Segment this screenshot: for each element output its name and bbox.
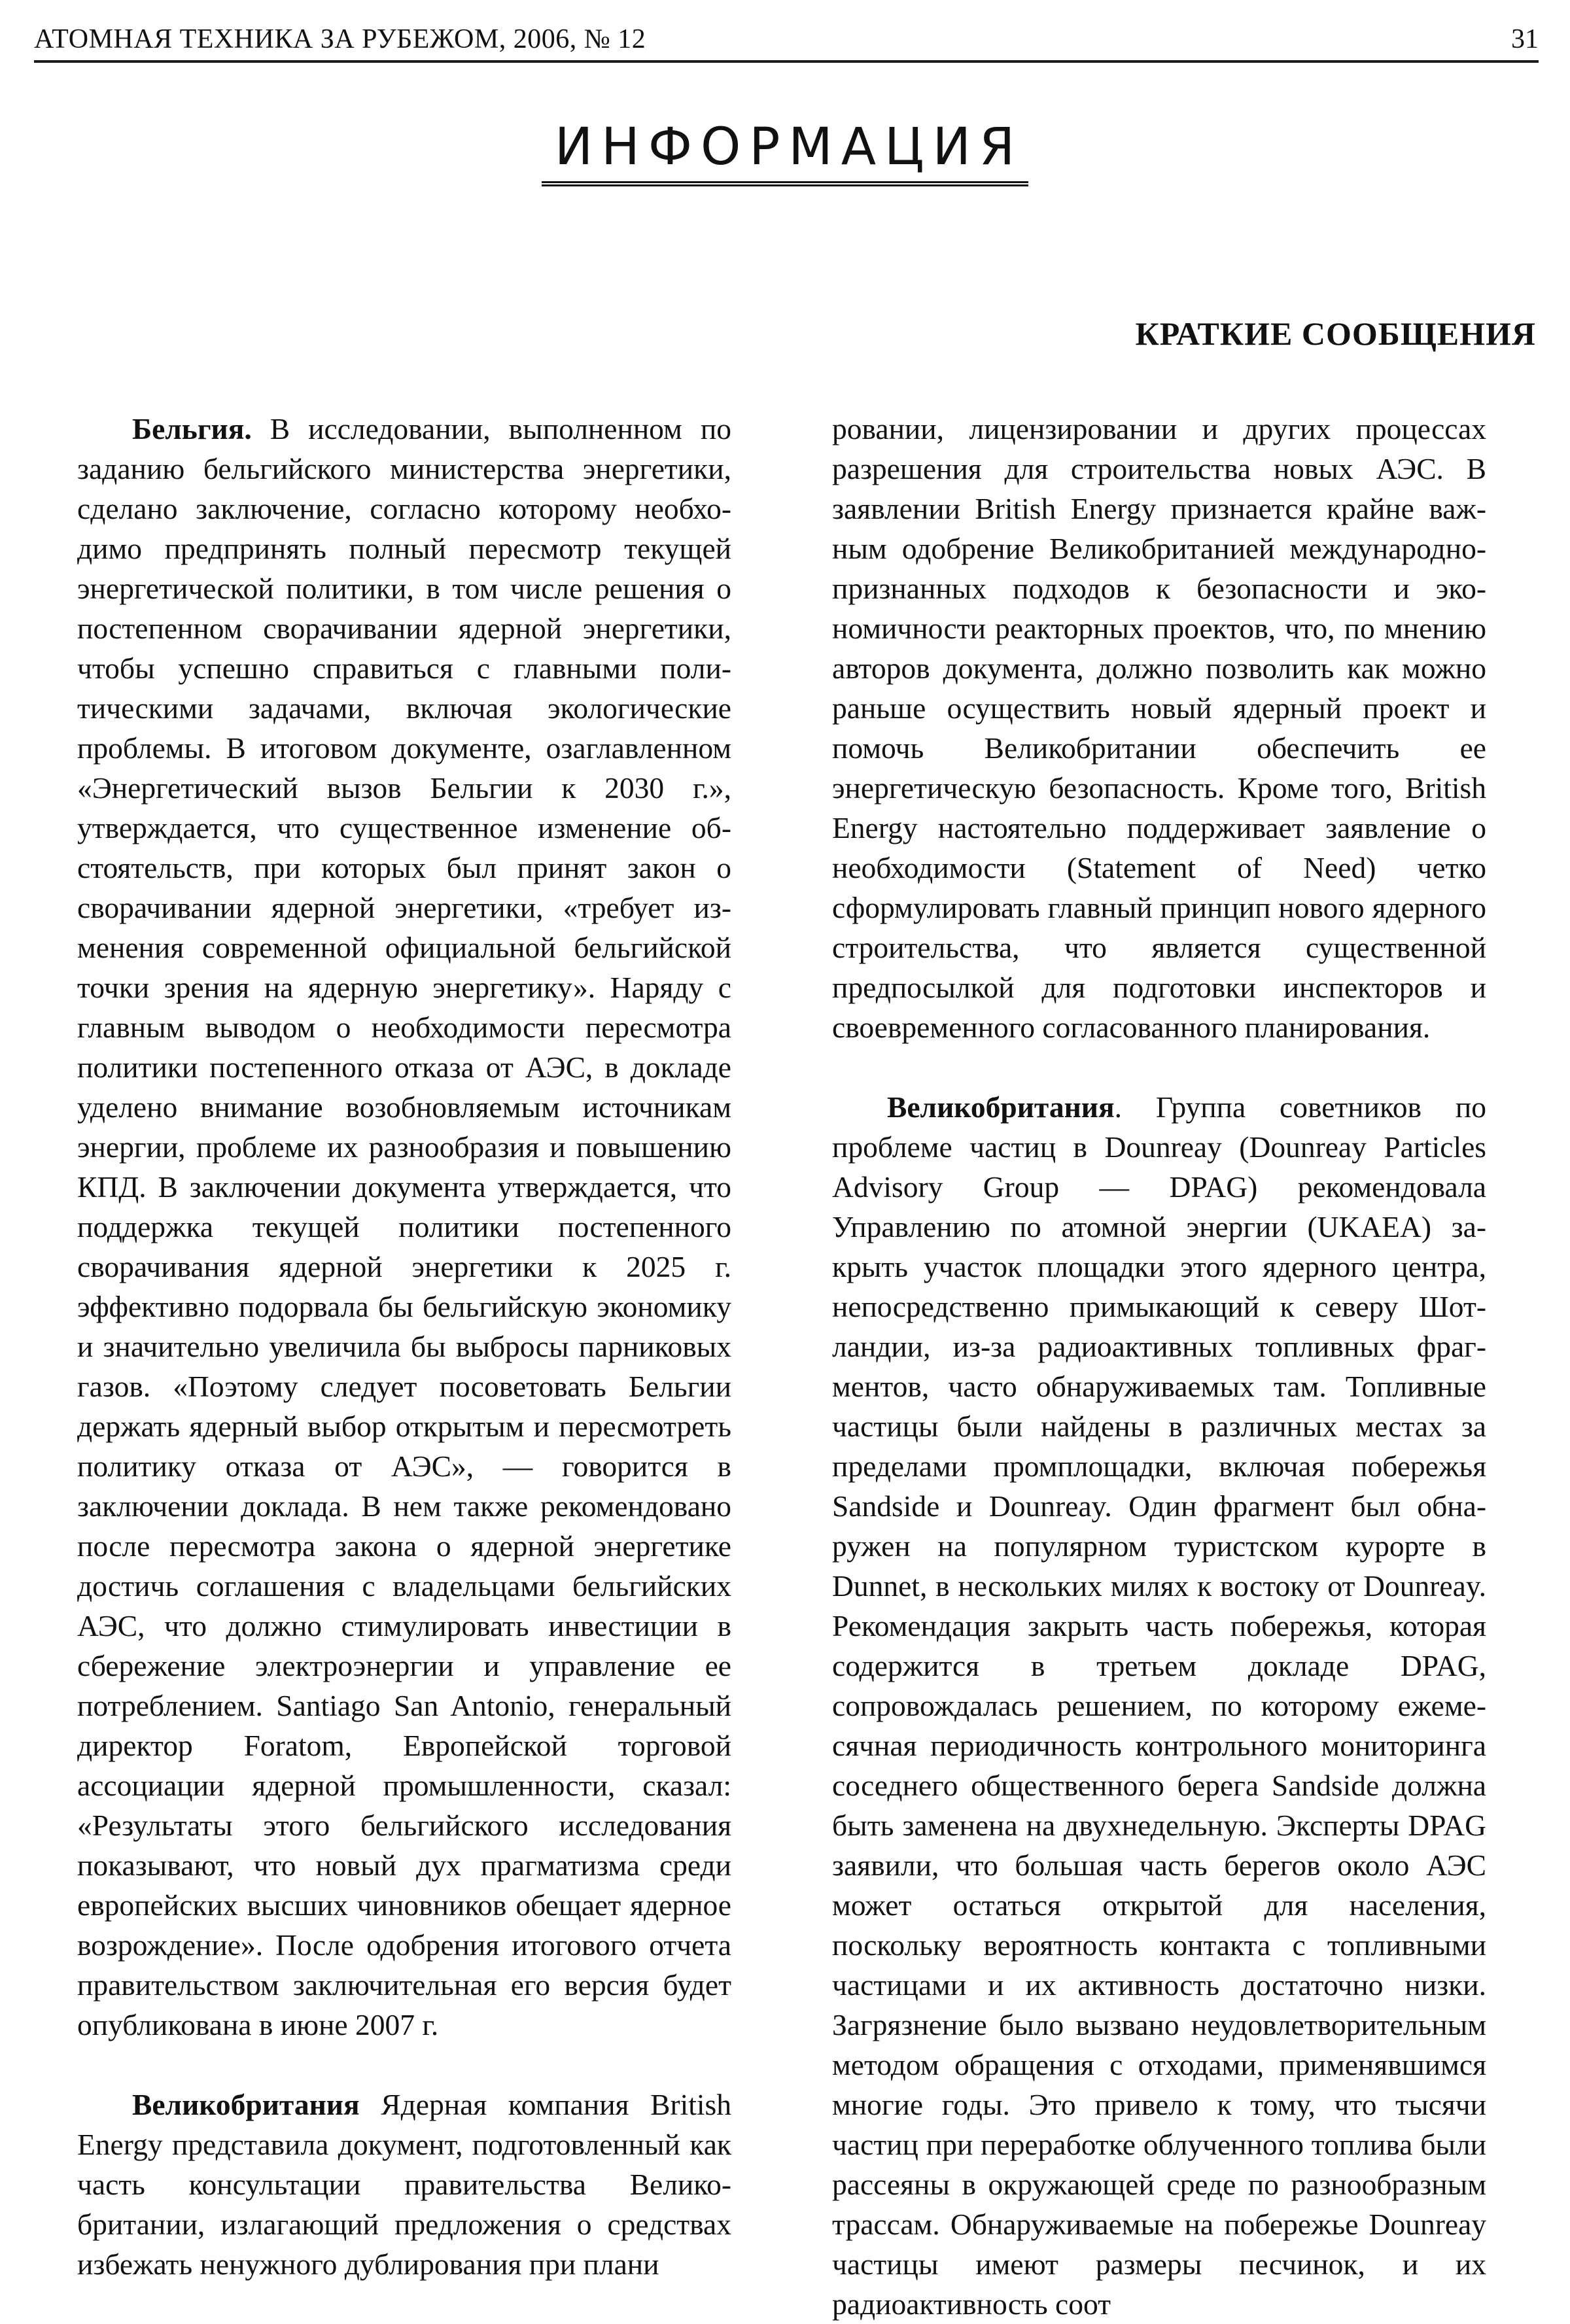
article-text: В исследовании, выполненном по заданию бельгийского министерства энергетики, сделано заключение, согласно которому необходимо предпринять полный пересмотр текущей энергетической политики, в том числе решения о постепенном сворачивании ядерной энергетики, чтобы успешно справиться с главными политическими задачами, включая экологические проблемы. В итоговом документе, озаглавленном «Энергетический вызов Бельгии к 2030 г.», утверждается, что существенное изменение обстоятельств, при которых был принят закон о сворачивании ядерной энергетики, «требует изменения современной официальной бельгийской точки зрения на ядерную энергетику». Наряду с главным выводом о необходимости пересмотра политики постепенного отказа от АЭС, в докладе уделено внимание возобновляемым источникам энергии, проблеме их разнообразия и повышению КПД. В заключении документа утверждается, что поддержка текущей политики постепенного сворачивания ядерной энергетики к 2025 г. эффективно подорвала бы бельгийскую экономику и значительно увеличила бы выбросы парниковых газов. «Поэтому следует посоветовать Бельгии держать ядерный выбор открытым и пересмотреть политику отказа от АЭС», — говорится в заключении доклада. В нем также рекомендовано после пересмотра закона о ядерной энергетике достичь соглашения с владельцами бельгийских АЭС, что должно стимулировать инвестиции в сбережение электроэнергии и управление ее потреблением. Santiago San Antonio, генеральный директор Foratom, Европейской торговой ассоциации ядерной промышленности, сказал: «Результаты этого бельгийского исследования показывают, что новый дух прагматизма среди европейских высших чиновников обещает ядерное возрождение». После одобрения итогового отчета правительством заключительная его версия будет опубликована в июне 2007 г.: [77, 412, 731, 2041]
right-column: [832, 409, 1486, 2324]
article-uk-british-energy-continued: [832, 409, 1486, 1047]
journal-title: АТОМНАЯ ТЕХНИКА ЗА РУБЕЖОМ, 2006, № 12: [34, 24, 646, 54]
country-heading: Бельгия.: [132, 412, 252, 445]
article-text: . Группа советников по проблеме частиц в Dounreay (Dounreay Particles Advisory Group — DPAG) рекомендовала Управлению по атомной энергии (UKAEA) закрыть участок площадки этого ядерного центра, непосредственно примыкающий к северу Шотландии, из-за радиоактивных топливных фрагментов, часто обнаруживаемых там. Топливные частицы были найдены в различных местах за пределами промплощадки, включая побережья Sandside и Dounreay. Один фрагмент был обнаружен на популярном туристском курорте в Dunnet, в нескольких милях к востоку от Dounreay. Рекомендация закрыть часть побережья, которая содержится в третьем докладе DPAG, сопровождалась решением, по которому ежемесячная периодичность контрольного мониторинга соседнего общественного берега Sandside должна быть заменена на двухнедельную. Эксперты DPAG заявили, что большая часть берегов около АЭС может остаться открытой для населения, поскольку вероятность контакта с топливными частицами и их активность достаточно низки. Загрязнение было вызвано неудовлетворительным методом обращения с отходами, применявшимся многие годы. Это привело к тому, что тысячи частиц при переработке облученного топлива были рассеяны в окружающей среде по разнообразным трассам. Обнаруживаемые на побережье Dounreay частицы имеют размеры песчинок, и их радиоактивность соот: [832, 1090, 1486, 2321]
page-number: 31: [1511, 24, 1539, 54]
section-title-text: ИНФОРМАЦИЯ: [542, 114, 1028, 186]
article-text: ровании, лицензировании и других процессах разрешения для строительства новых АЭС. В заявлении British Energy признается крайне важным одобрение Великобританией международно-признанных подходов к безопасности и экономичности реакторных проектов, что, по мнению авторов документа, должно позволить как можно раньше осуществить новый ядерный проект и помочь Великобритании обеспечить ее энергетическую безопасность. Кроме того, British Energy настоятельно поддерживает заявление о необходимости (Statement of Need) четко сформулировать главный принцип нового ядерного строительства, что является существенной предпосылкой для подготовки инспекторов и своевременного согласованного планирования.: [832, 412, 1486, 1044]
section-title: [0, 114, 1570, 186]
country-heading: Великобритания: [132, 2088, 360, 2121]
rubric-heading: КРАТКИЕ СООБЩЕНИЯ: [1135, 315, 1536, 352]
country-heading: Великобритания: [887, 1090, 1115, 1124]
article-belgium: [77, 409, 731, 2045]
article-text: Ядерная компания British Energy представила документ, подготовленный как часть консультации правительства Великобритании, излагающий предложения о средствах избежать ненужного дублирования при плани: [77, 2088, 731, 2281]
running-head: [34, 18, 1539, 63]
left-column: [77, 409, 731, 2284]
article-uk-british-energy: [77, 2085, 731, 2284]
article-uk-dounreay: [832, 1087, 1486, 2324]
